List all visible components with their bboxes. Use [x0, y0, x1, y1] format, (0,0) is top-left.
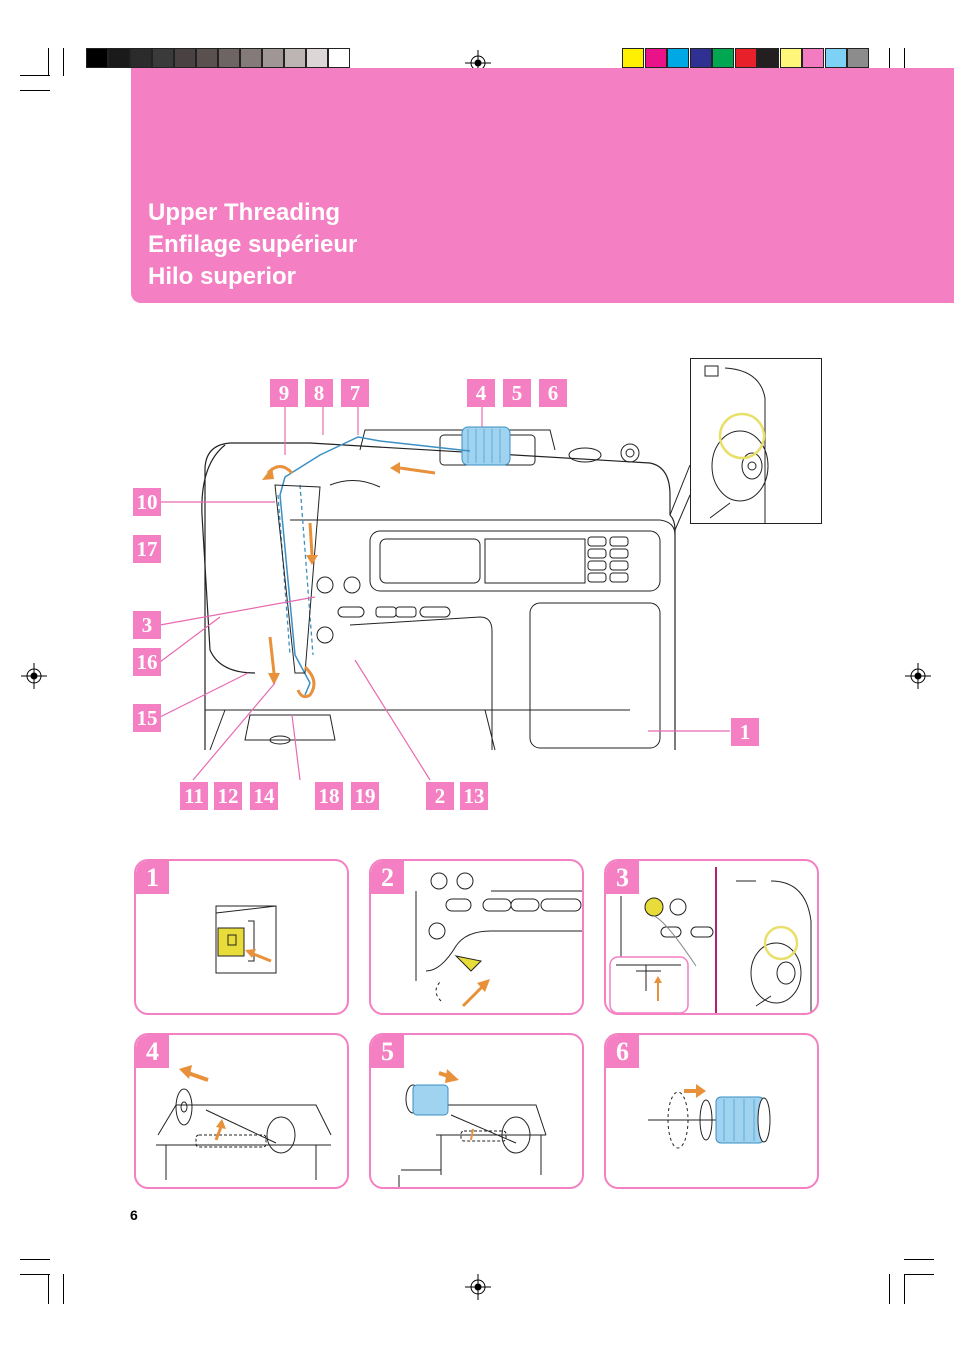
label-11: 11 — [180, 782, 208, 810]
presser-foot-lever-illustration — [371, 861, 584, 1015]
color-swatch — [712, 48, 734, 68]
step-panel-2 — [369, 859, 584, 1015]
power-switch-illustration — [136, 861, 349, 1015]
label-5: 5 — [503, 379, 531, 407]
spool-cap-attachment-illustration — [606, 1035, 819, 1189]
registration-target-bottom — [465, 1274, 491, 1300]
label-2: 2 — [426, 782, 454, 810]
label-9: 9 — [270, 379, 298, 407]
gray-swatch — [174, 48, 196, 68]
gray-swatch — [152, 48, 174, 68]
color-swatch — [802, 48, 824, 68]
gray-swatch — [262, 48, 284, 68]
label-18: 18 — [315, 782, 343, 810]
gray-swatch — [306, 48, 328, 68]
title-spanish: Hilo superior — [148, 263, 297, 290]
spool-cap-removal-illustration — [136, 1035, 349, 1189]
gray-swatch — [284, 48, 306, 68]
title-english: Upper Threading — [148, 199, 341, 226]
gray-swatch — [218, 48, 240, 68]
label-10: 10 — [133, 488, 161, 516]
step-number: 2 — [371, 861, 404, 894]
color-swatch — [847, 48, 869, 68]
color-swatch — [825, 48, 847, 68]
color-swatch — [622, 48, 644, 68]
label-16: 16 — [133, 648, 161, 676]
gray-swatch — [108, 48, 130, 68]
gray-swatch — [328, 48, 350, 68]
color-swatch — [757, 48, 779, 68]
label-1: 1 — [731, 718, 759, 746]
step-panel-1 — [134, 859, 349, 1015]
gray-swatch — [86, 48, 108, 68]
label-13: 13 — [460, 782, 488, 810]
step-panel-6 — [604, 1033, 819, 1189]
label-7: 7 — [341, 379, 369, 407]
step-number: 3 — [606, 861, 639, 894]
label-4: 4 — [467, 379, 495, 407]
step-panel-4 — [134, 1033, 349, 1189]
step-number: 5 — [371, 1035, 404, 1068]
registration-target-left — [21, 663, 47, 689]
needle-position-button-illustration — [606, 861, 819, 1015]
label-8: 8 — [305, 379, 333, 407]
gray-swatch — [130, 48, 152, 68]
step-number: 6 — [606, 1035, 639, 1068]
label-3: 3 — [133, 611, 161, 639]
gray-swatch — [240, 48, 262, 68]
label-15: 15 — [133, 704, 161, 732]
gray-swatch — [196, 48, 218, 68]
page-number: 6 — [130, 1207, 138, 1223]
title-french: Enfilage supérieur — [148, 231, 358, 258]
step-panel-5 — [369, 1033, 584, 1189]
step-number: 1 — [136, 861, 169, 894]
step-panel-3 — [604, 859, 819, 1015]
color-swatch — [667, 48, 689, 68]
label-19: 19 — [351, 782, 379, 810]
label-14: 14 — [250, 782, 278, 810]
step-number: 4 — [136, 1035, 169, 1068]
spool-placement-illustration — [371, 1035, 584, 1189]
label-12: 12 — [214, 782, 242, 810]
label-6: 6 — [539, 379, 567, 407]
color-swatch — [645, 48, 667, 68]
registration-target-right — [905, 663, 931, 689]
label-17: 17 — [133, 535, 161, 563]
color-swatch — [735, 48, 757, 68]
color-swatch — [780, 48, 802, 68]
needle-position-inset — [690, 358, 822, 524]
color-swatch — [690, 48, 712, 68]
